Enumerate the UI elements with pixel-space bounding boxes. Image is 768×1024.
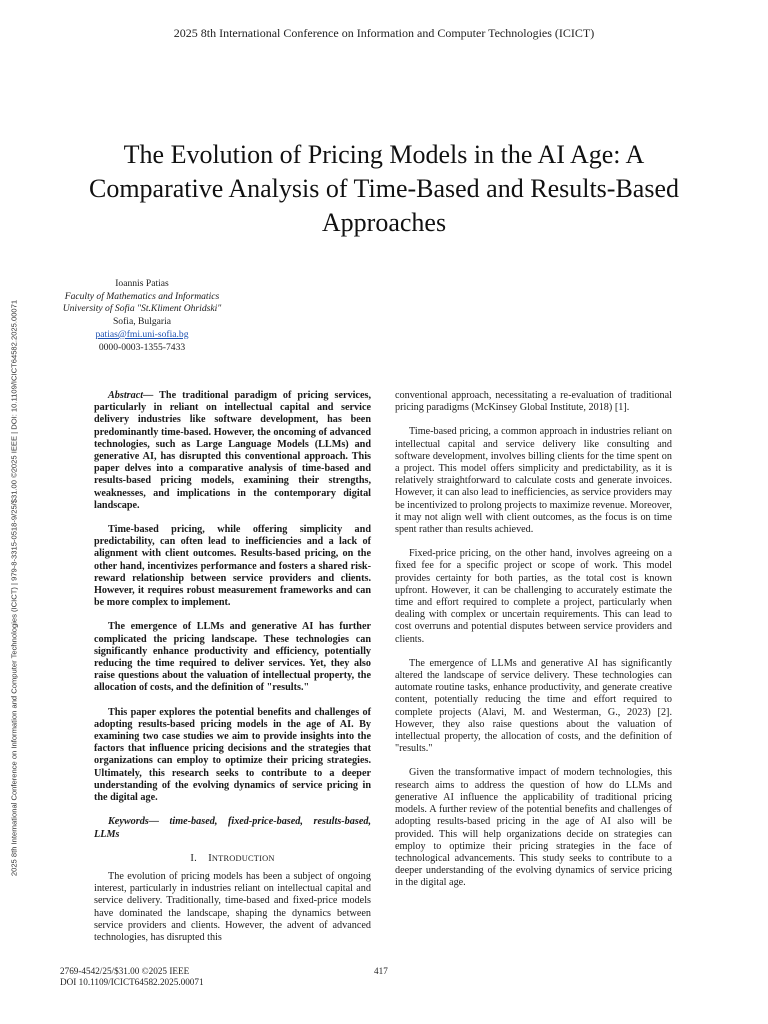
abstract-label: Abstract— bbox=[108, 390, 154, 401]
right-column bbox=[395, 390, 672, 902]
page-number: 417 bbox=[374, 966, 388, 976]
author-university: University of Sofia "St.Kliment Ohridski" bbox=[62, 303, 222, 315]
author-orcid: 0000-0003-1355-7433 bbox=[98, 341, 186, 353]
footer-issn: 2769-4542/25/$31.00 ©2025 IEEE bbox=[60, 966, 190, 976]
abstract-paragraph-1 bbox=[94, 390, 371, 512]
author-block bbox=[62, 278, 222, 354]
right-paragraph-3: The emergence of LLMs and generative AI has significantly altered the landscape of service delivery. These technologies can automate routine tasks, enhance productivity, and generate creative content, potentially reducing the time and effort required to complete projects (Alavi, M. and Westerman, G., 2023) [2]. However, they also raise questions about the valuation of intellectual property, the allocation of costs, and the definition of "results." bbox=[395, 657, 672, 755]
footer-doi: DOI 10.1109/ICICT64582.2025.00071 bbox=[60, 977, 204, 987]
right-paragraph-2: Fixed-price pricing, on the other hand, involves agreeing on a fixed fee for a specific project or scope of work. This model provides certainty for both parties, as the total cost is known upfront. However, it can be challenging to accurately estimate the time and effort required to complete a project, particularly when dealing with complex or uncertain requirements. This can lead to cost overruns and potential disputes between service providers and clients. bbox=[395, 548, 672, 645]
section-numeral: I. bbox=[190, 852, 197, 864]
right-paragraph-4: Given the transformative impact of modern technologies, this research aims to address the question of how do LLMs and generative AI influence the applicability of traditional pricing models. A further review of the potential benefits and challenges of adopting results-based pricing in the age of AI also will be provided. This will help organizations decide on strategies can employ to optimize their pricing strategies in the face of technological advancements. This study seeks to contribute to a deeper understanding of the evolving dynamics of service pricing in the digital age. bbox=[395, 767, 672, 889]
author-location: Sofia, Bulgaria bbox=[112, 316, 172, 328]
intro-paragraph-1: The evolution of pricing models has been a subject of ongoing interest, particularly in industries reliant on intellectual capital and service delivery. Traditionally, time-based and fixed-price models have dominated the landscape, shaping the dynamics between service providers and clients. However, the advent of advanced technologies, has disrupted this bbox=[94, 870, 371, 943]
author-email-link[interactable]: patias@fmi.uni-sofia.bg bbox=[95, 328, 189, 340]
section-first-letter: I bbox=[208, 852, 212, 864]
paper-title: The Evolution of Pricing Models in the AI Age: A Comparative Analysis of Time-Based and Results-Based Approaches bbox=[88, 140, 679, 237]
author-name: Ioannis Patias bbox=[115, 278, 169, 289]
section-rest: NTRODUCTION bbox=[211, 853, 275, 863]
abstract-p1-text: The traditional paradigm of pricing services, particularly in reliant on intellectual capital and service delivery industries like software development, has been predominantly time-based. However, the oncoming of advanced technologies, such as Large Language Models (LLMs) and generative AI, has disrupted this conventional approach. This paper delves into a comparative analysis of time-based and results-based pricing models, examining their strengths, weaknesses, and implications in the contemporary digital landscape. bbox=[94, 390, 371, 511]
keywords: Keywords— time-based, fixed-price-based, results-based, LLMs bbox=[94, 816, 371, 840]
left-column bbox=[94, 390, 371, 956]
section-heading-introduction bbox=[94, 853, 371, 865]
abstract-paragraph-3: The emergence of LLMs and generative AI has further complicated the pricing landscape. These technologies can significantly enhance productivity and efficiency, potentially reducing the time required to deliver services. Yet, they also raise questions about the valuation of intellectual property, the allocation of costs, and the definition of "results." bbox=[94, 621, 371, 694]
abstract-paragraph-2: Time-based pricing, while offering simplicity and predictability, can often lead to inefficiencies and a lack of alignment with client outcomes. Results-based pricing, on the other hand, incentivizes performance and fosters a shared risk-reward relationship between service providers and clients. However, it requires robust measurement frameworks and can be more complex to implement. bbox=[94, 524, 371, 609]
side-citation-strip bbox=[6, 230, 22, 946]
abstract-paragraph-4: This paper explores the potential benefits and challenges of adopting results-based pricing models in the age of AI. By examining two case studies we aim to provide insights into the factors that influence pricing decisions and the strategies that organizations can employ to optimize their pricing strategies. Ultimately, this research seeks to contribute to a deeper understanding of the evolving dynamics of service pricing in the digital age. bbox=[94, 706, 371, 804]
conference-header: 2025 8th International Conference on Information and Computer Technologies (ICICT) bbox=[173, 26, 595, 40]
author-faculty: Faculty of Mathematics and Informatics bbox=[64, 290, 220, 302]
right-paragraph-continuation: conventional approach, necessitating a re-evaluation of traditional pricing paradigms (McKinsey Global Institute, 2018) [1]. bbox=[395, 390, 672, 414]
footer-copyright bbox=[60, 966, 204, 988]
side-citation-text: 2025 8th International Conference on Information and Computer Technologies (ICICT) | 979-8-3315-0518-9/25/$31.00 ©2025 IEEE | DOI: 10.1109/ICICT64582.2025.00071 bbox=[9, 299, 19, 877]
right-paragraph-1: Time-based pricing, a common approach in industries reliant on intellectual capital and service delivery like consulting and software development, involves billing clients for the time spent on a project. This model offers simplicity and predictability, as it is relatively straightforward to calculate costs and generate invoices. However, it can also lead to inefficiencies, as service providers may be incentivized to prolong projects to maximize revenue. Moreover, it may not align well with client outcomes, as the focus is on time spent rather than results achieved. bbox=[395, 426, 672, 536]
